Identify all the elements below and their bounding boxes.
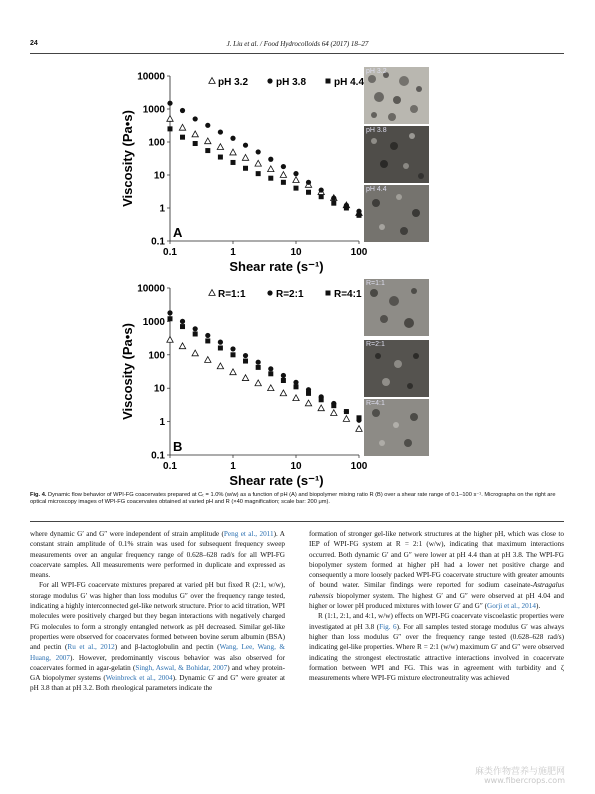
watermark-text: 麻类作物营养与施肥网 bbox=[474, 767, 565, 777]
data-point bbox=[268, 371, 273, 376]
journal-citation: J. Liu et al. / Food Hydrocolloids 64 (2017) 18–27 bbox=[226, 40, 369, 48]
text-segment: ). A constant strain amplitude of 0.1% strain was used for subsequent frequency sweep measurements over an angular frequency range of 0.628–628 rad/s for all WPI-FG coacervate samples. All measurements were performed in duplicate and expressed as means. bbox=[30, 530, 286, 580]
body-paragraph bbox=[309, 529, 564, 611]
micrograph-b-1-label: R=1:1 bbox=[366, 280, 385, 287]
legend-label: pH 3.2 bbox=[218, 77, 249, 88]
text-segment: biopolymer system. The highest G′ and G″ were observed at pH 4.04 and higher or lower pH produced mixtures with lower G′ and G″ ( bbox=[309, 591, 564, 611]
y-tick-label: 1000 bbox=[142, 104, 165, 116]
text-segment: where dynamic G′ and G″ were independent of strain amplitude ( bbox=[30, 530, 224, 538]
micrograph-b-3 bbox=[364, 399, 429, 456]
data-point bbox=[268, 385, 274, 391]
data-point bbox=[180, 319, 185, 324]
data-point bbox=[280, 390, 286, 396]
data-point bbox=[319, 397, 324, 402]
text-segment: ). bbox=[535, 602, 541, 611]
data-point bbox=[331, 403, 336, 408]
data-point bbox=[293, 395, 299, 401]
citation-link[interactable]: Wang, Lee, Wang, & Huang, 2007 bbox=[30, 643, 285, 662]
data-point bbox=[230, 369, 236, 375]
data-point bbox=[281, 378, 286, 383]
data-point bbox=[167, 310, 172, 315]
micrograph-b-1 bbox=[364, 279, 429, 336]
y-tick-label: 1000 bbox=[142, 316, 165, 328]
y-tick-label: 0.1 bbox=[151, 450, 165, 462]
panel-label: B bbox=[173, 439, 183, 454]
data-point bbox=[305, 400, 311, 406]
citation-link[interactable]: Gorji et al., 2014 bbox=[487, 602, 536, 611]
micrograph-b-2-texture bbox=[364, 340, 429, 397]
data-point bbox=[293, 380, 298, 385]
body-paragraph bbox=[309, 611, 564, 683]
data-point bbox=[193, 326, 198, 331]
y-tick-label: 10000 bbox=[137, 283, 165, 295]
data-point bbox=[357, 415, 362, 420]
micrograph-a-2 bbox=[364, 126, 429, 183]
data-point bbox=[294, 384, 299, 389]
data-point bbox=[281, 373, 286, 378]
x-tick-label: 10 bbox=[290, 461, 302, 472]
data-point bbox=[255, 380, 261, 386]
data-point bbox=[344, 409, 349, 414]
text-segment: For all WPI-FG coacervate mixtures prepared at varied pH but fixed R (2:1, w/w), storage modulus G′ was higher than loss modulus G″ over the frequency range tested, indicating a highly interconnected gel-like network structure. Prior to acid titration, WPI molecules were positively charged but they began interactions with negatively charged FG molecules to form a strongly entangled network as pH decreased. Similar gel-like properties were observed for coacervates formed between bovine serum albumin (BSA) and pectin ( bbox=[30, 581, 285, 652]
micrograph-b-3-label: R=4:1 bbox=[366, 400, 385, 407]
figure-caption-label: Fig. 4. bbox=[30, 492, 47, 498]
data-point bbox=[218, 340, 223, 345]
data-point bbox=[243, 359, 248, 364]
body-column-left bbox=[30, 529, 285, 694]
panel-label: A bbox=[173, 225, 183, 240]
micrograph-a-3 bbox=[364, 185, 429, 242]
micrograph-b-2-label: R=2:1 bbox=[366, 341, 385, 348]
y-tick-label: 0.1 bbox=[151, 236, 165, 248]
data-point bbox=[318, 405, 324, 411]
y-tick-label: 1 bbox=[159, 203, 165, 215]
data-point bbox=[331, 410, 337, 416]
data-point bbox=[218, 345, 223, 350]
body-paragraph bbox=[30, 529, 285, 580]
figure-caption-text: Dynamic flow behavior of WPI-FG coacervates prepared at Cₜ = 1.0% (w/w) as a function of pH (A) and biopolymer mixing ratio R (B) over a shear rate range of 0.1–100 s⁻¹. Micrographs on the right are optical microscopy images of WPI-FG coacervates obtained at varied pH and R (×40 magnification; scale bar: 200 μm). bbox=[30, 492, 556, 506]
citation-link[interactable]: Weinbreck et al., 2004 bbox=[105, 674, 173, 683]
caption-rule bbox=[30, 521, 564, 522]
y-axis-label: Viscosity (Pa•s) bbox=[120, 323, 135, 420]
micrograph-a-2-texture bbox=[364, 126, 429, 183]
data-point bbox=[180, 324, 185, 329]
citation-link[interactable]: Peng et al., 2011 bbox=[223, 530, 274, 538]
micrograph-a-1 bbox=[364, 67, 429, 124]
citation-link[interactable]: Singh, Aswal, & Bohidar, 2007 bbox=[135, 663, 228, 672]
micrograph-a-3-label: pH 4.4 bbox=[366, 186, 387, 193]
legend-marker bbox=[267, 290, 272, 295]
legend-label: pH 4.4 bbox=[334, 77, 365, 88]
y-tick-label: 10 bbox=[153, 383, 165, 395]
data-point bbox=[193, 331, 198, 336]
y-tick-label: 100 bbox=[148, 137, 165, 149]
x-tick-label: 1 bbox=[230, 461, 236, 472]
citation-link[interactable]: Ru et al., 2012 bbox=[67, 643, 115, 652]
micrograph-a-1-label: pH 3.2 bbox=[366, 68, 387, 75]
y-tick-label: 100 bbox=[148, 350, 165, 362]
data-point bbox=[192, 350, 198, 356]
data-point bbox=[230, 346, 235, 351]
x-tick-label: 100 bbox=[350, 461, 368, 472]
legend-label: R=1:1 bbox=[218, 289, 246, 300]
data-point bbox=[167, 336, 173, 342]
text-segment: ) and whey protein-GA biopolymer systems ( bbox=[30, 663, 286, 683]
text-segment: ). Dynamic G′ and G″ were greater at pH 3.8 than at pH 3.2. Both rheological parameters indicate the bbox=[30, 674, 286, 693]
citation-link[interactable]: Fig. 6 bbox=[379, 622, 397, 631]
x-tick-label: 0.1 bbox=[163, 247, 177, 258]
legend-label: R=2:1 bbox=[276, 289, 304, 300]
data-point bbox=[217, 363, 223, 369]
body-paragraph bbox=[30, 580, 285, 693]
micrograph-b-3-texture bbox=[364, 399, 429, 456]
data-point bbox=[343, 416, 349, 422]
data-point bbox=[256, 365, 261, 370]
legend-marker bbox=[209, 290, 215, 296]
legend-label: R=4:1 bbox=[334, 289, 362, 300]
body-column-right bbox=[309, 529, 564, 683]
italic-text: Astragalus rahensis bbox=[309, 581, 564, 600]
page-number: 24 bbox=[30, 40, 38, 47]
text-segment: ). However, predominantly viscous behavior was also observed for coacervates formed in agar-gelatin ( bbox=[30, 653, 285, 672]
data-point bbox=[205, 357, 211, 363]
x-tick-label: 100 bbox=[350, 247, 368, 258]
data-point bbox=[268, 366, 273, 371]
data-point bbox=[243, 353, 248, 358]
y-tick-label: 10000 bbox=[137, 71, 165, 83]
x-axis-label: Shear rate (s⁻¹) bbox=[229, 259, 324, 274]
micrograph-a-3-texture bbox=[364, 185, 429, 242]
data-point bbox=[356, 426, 362, 432]
data-point bbox=[231, 352, 236, 357]
y-axis-label: Viscosity (Pa•s) bbox=[120, 110, 135, 207]
watermark-url: www.fibercrops.com bbox=[484, 776, 565, 785]
x-tick-label: 10 bbox=[290, 247, 302, 258]
data-point bbox=[168, 316, 173, 321]
y-tick-label: 1 bbox=[159, 417, 165, 429]
data-point bbox=[179, 343, 185, 349]
x-axis-label: Shear rate (s⁻¹) bbox=[229, 473, 324, 488]
figure-caption bbox=[30, 492, 564, 506]
y-tick-label: 10 bbox=[153, 170, 165, 182]
data-point bbox=[306, 391, 311, 396]
data-point bbox=[205, 338, 210, 343]
text-segment: ) and β-lactoglobulin and pectin ( bbox=[114, 643, 220, 652]
micrograph-a-2-label: pH 3.8 bbox=[366, 127, 387, 134]
micrograph-a-1-texture bbox=[364, 67, 429, 124]
data-point bbox=[256, 360, 261, 365]
data-point bbox=[205, 333, 210, 338]
text-segment: formation of stronger gel-like network structures at the higher pH, which was close to IEP of WPI-FG system at R = 2:1 (w/w), indicating that maximum interactions occurred. Both dynamic G′ and G″ were lower at pH 4.4 than at pH 3.8. The WPI-FG biopolymer system formed at higher pH had a lower net positive charge and consequently a more loosely packed WPI-FG coacervate structure with greater amounts of bound water. Similar findings were reported for sodium caseinate- bbox=[309, 530, 564, 590]
micrograph-b-2 bbox=[364, 340, 429, 397]
data-point bbox=[242, 375, 248, 381]
text-segment: R (1:1, 2:1, and 4:1, w/w) effects on WPI-FG coacervate viscoelastic properties were investigated at pH 3.8 ( bbox=[309, 612, 564, 631]
micrograph-b-1-texture bbox=[364, 279, 429, 336]
legend-label: pH 3.8 bbox=[276, 77, 307, 88]
legend-marker bbox=[326, 291, 331, 296]
x-tick-label: 1 bbox=[230, 247, 236, 258]
text-segment: ). For all samples tested storage modulus G′ was always higher than loss modulus G″ over the frequency range tested (0.628–628 rad/s) indicating gel-like properties. Where R = 2:1 (w/w) maximum G′ and G″ were observed indicating the strongest electrostatic attractive interactions involved in coacervate formation between WPI and FG. This was in agreement with turbidity and ζ measurements where WPI-FG mixture electroneutrality was achieved bbox=[309, 622, 564, 683]
x-tick-label: 0.1 bbox=[163, 461, 177, 472]
